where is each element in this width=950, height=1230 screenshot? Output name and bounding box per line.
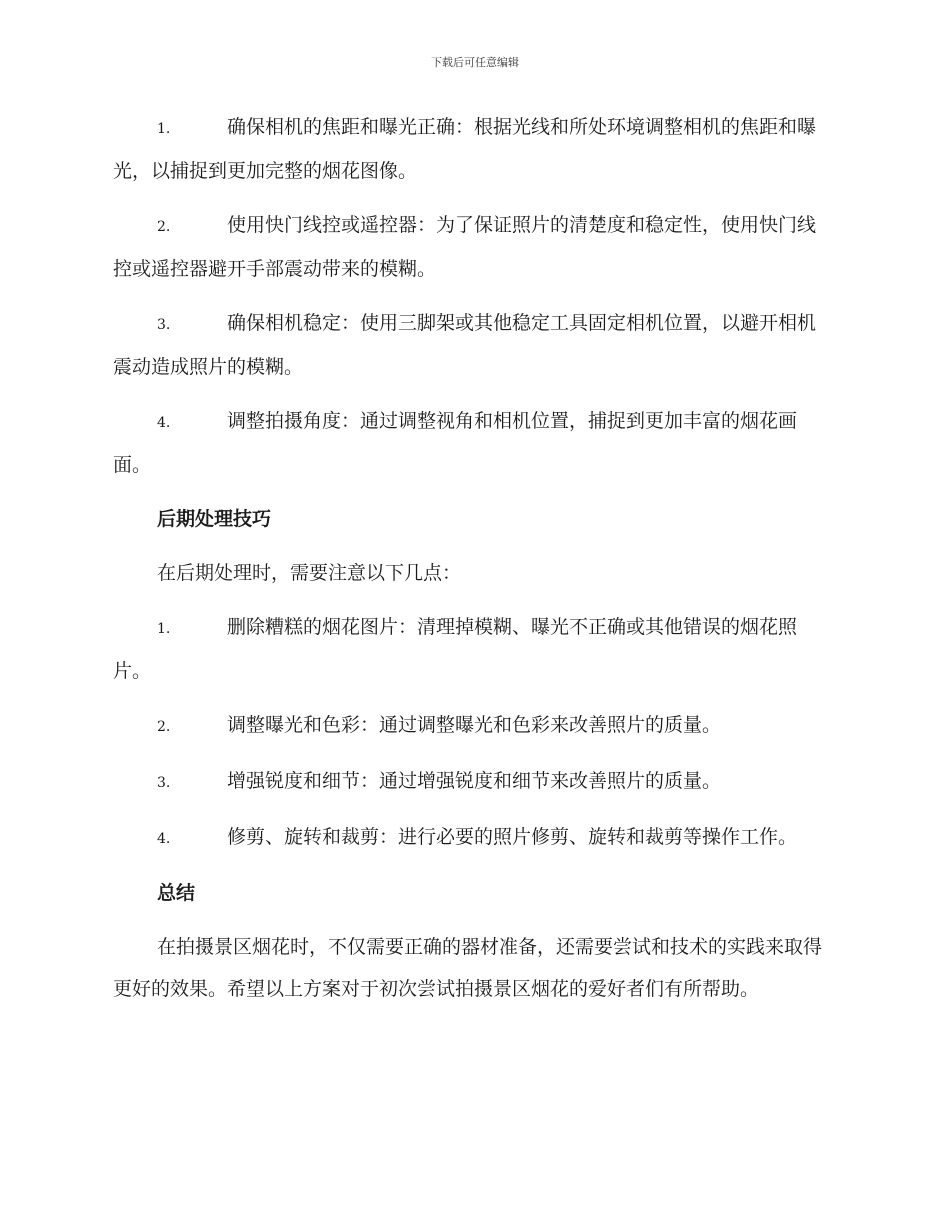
document-body (113, 106, 833, 1022)
list-item (113, 400, 833, 486)
list-item (113, 204, 833, 290)
list-item (113, 606, 833, 692)
list-item (113, 816, 833, 860)
list-number: 2. (157, 719, 171, 735)
section-intro: 在后期处理时，需要注意以下几点： (157, 562, 462, 584)
list-number: 1. (157, 121, 171, 137)
list-number: 3. (157, 317, 171, 333)
list-text: 删除糟糕的烟花图片：清理掉模糊、曝光不正确或其他错误的烟花照片。 (113, 616, 798, 682)
list-text: 修剪、旋转和裁剪：进行必要的照片修剪、旋转和裁剪等操作工作。 (227, 826, 798, 848)
list-text: 确保相机稳定：使用三脚架或其他稳定工具固定相机位置，以避开相机震动造成照片的模糊。 (113, 312, 817, 378)
list-number: 3. (157, 775, 171, 791)
list-text: 增强锐度和细节：通过增强锐度和细节来改善照片的质量。 (227, 770, 722, 792)
list-item (113, 302, 833, 388)
list-text: 调整曝光和色彩：通过调整曝光和色彩来改善照片的质量。 (227, 714, 722, 736)
page-header: 下载后可任意编辑 (431, 56, 519, 69)
list-item (113, 704, 833, 748)
list-text: 确保相机的焦距和曝光正确：根据光线和所处环境调整相机的焦距和曝光，以捕捉到更加完整的烟花图像。 (113, 116, 817, 182)
list-item (113, 760, 833, 804)
list-number: 4. (157, 415, 171, 431)
list-item (113, 106, 833, 192)
summary-paragraph: 在拍摄景区烟花时，不仅需要正确的器材准备，还需要尝试和技术的实践来取得更好的效果。希望以上方案对于初次尝试拍摄景区烟花的爱好者们有所帮助。 (113, 936, 823, 1000)
list-text: 使用快门线控或遥控器：为了保证照片的清楚度和稳定性，使用快门线控或遥控器避开手部震动带来的模糊。 (113, 214, 817, 280)
list-number: 4. (157, 831, 171, 847)
list-number: 2. (157, 219, 171, 235)
list-text: 调整拍摄角度：通过调整视角和相机位置，捕捉到更加丰富的烟花画面。 (113, 410, 798, 476)
section-heading: 后期处理技巧 (157, 508, 272, 530)
section-heading: 总结 (157, 882, 196, 904)
list-number: 1. (157, 621, 171, 637)
